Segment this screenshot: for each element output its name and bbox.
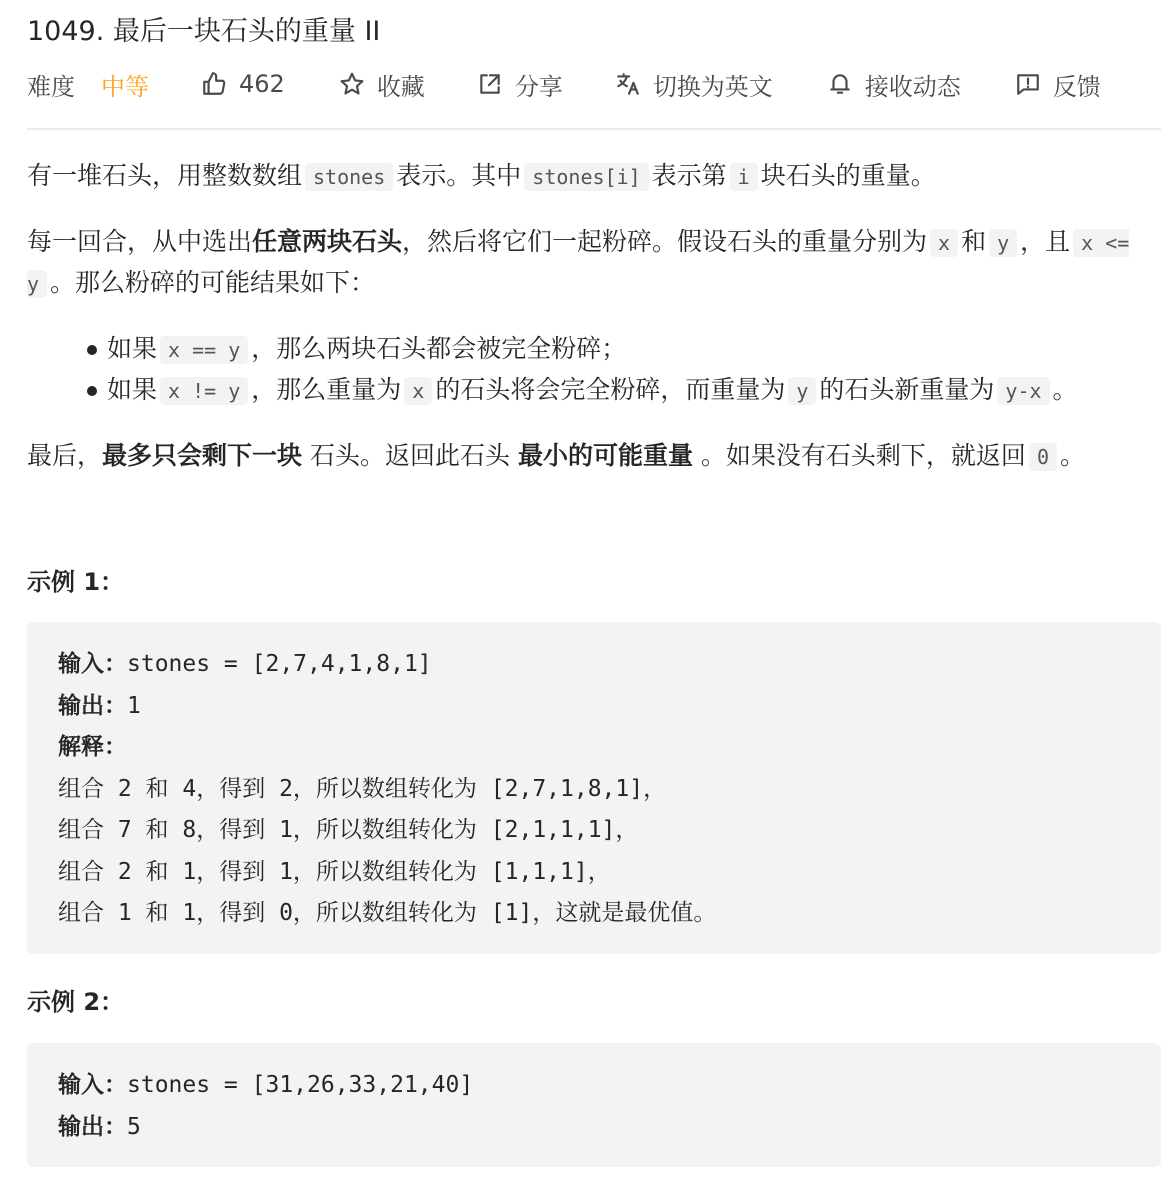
text-span: 。	[1052, 375, 1078, 404]
text-span: 。那么粉碎的可能结果如下：	[50, 268, 376, 297]
bold-text: 任意两块石头	[252, 227, 403, 256]
list-item	[107, 370, 1161, 411]
example-line	[58, 1107, 1161, 1149]
inline-code: y	[989, 229, 1017, 257]
example-line	[58, 810, 1161, 852]
example-line-text: 组合 7 和 8，得到 1，所以数组转化为 [2,1,1,1]，	[58, 817, 639, 843]
text-span: 石头。返回此石头	[309, 441, 510, 470]
inline-code: stones	[305, 163, 393, 191]
example-1-title: 示例 1：	[27, 568, 125, 596]
text-span: 每一回合，从中选出	[27, 227, 253, 256]
like-count: 462	[239, 70, 285, 98]
text-span: ，那么重量为	[251, 375, 402, 404]
switch-language-label: 切换为英文	[652, 72, 773, 101]
subscribe-label: 接收动态	[864, 72, 961, 101]
text-span: ，那么两块石头都会被完全粉碎；	[251, 334, 627, 363]
example-line	[58, 893, 1161, 935]
inline-code: 0	[1029, 443, 1057, 471]
star-icon	[339, 71, 365, 97]
thumbs-up-icon	[201, 71, 227, 97]
text-span: 表示第	[651, 161, 727, 190]
example-line-key: 输出：	[58, 1113, 127, 1140]
text-span: 如果	[107, 375, 158, 404]
text-span: 和	[961, 227, 987, 256]
difficulty	[27, 67, 149, 102]
inline-code: y-x	[997, 377, 1049, 405]
description-paragraph-2	[27, 222, 1161, 304]
text-span: 的石头将会完全粉碎，而重量为	[435, 375, 786, 404]
text-span: 如果	[107, 334, 158, 363]
inline-code: x <= y	[27, 231, 1130, 296]
problem-title: 1049. 最后一块石头的重量 II	[27, 16, 381, 47]
favorite-button[interactable]	[339, 67, 425, 102]
subscribe-button[interactable]	[827, 67, 961, 102]
example-line-text: 5	[127, 1113, 141, 1140]
description-paragraph-1	[27, 156, 1161, 197]
example-1-box	[27, 622, 1161, 954]
bell-icon	[827, 71, 853, 97]
inline-code: i	[730, 163, 758, 191]
list-item	[107, 329, 1161, 370]
difficulty-badge: 中等	[101, 72, 149, 101]
example-2-box	[27, 1043, 1161, 1167]
example-line	[58, 769, 1161, 811]
feedback-icon	[1015, 71, 1041, 97]
share-button[interactable]	[477, 67, 563, 102]
example-line-text: 组合 1 和 1，得到 0，所以数组转化为 [1]，这就是最优值。	[58, 900, 717, 926]
difficulty-label: 难度	[27, 72, 75, 101]
text-span: 有一堆石头，用整数数组	[27, 161, 303, 190]
inline-code: stones[i]	[524, 163, 648, 191]
text-span: 的石头新重量为	[819, 375, 995, 404]
text-span: 。如果没有石头剩下，就返回	[700, 441, 1026, 470]
share-label: 分享	[514, 72, 563, 101]
example-line-text: 组合 2 和 4，得到 2，所以数组转化为 [2,7,1,8,1]，	[58, 775, 667, 802]
example-line-text: stones = [31,26,33,21,40]	[127, 1072, 474, 1098]
example-line-key: 输入：	[58, 1072, 127, 1098]
example-line-key: 输入：	[58, 651, 127, 677]
feedback-label: 反馈	[1052, 72, 1101, 101]
feedback-button[interactable]	[1015, 67, 1101, 102]
text-span: 表示。其中	[396, 161, 522, 190]
problem-description	[27, 156, 1161, 477]
example-line	[58, 644, 1161, 686]
inline-code: x != y	[160, 377, 248, 405]
header-divider	[27, 128, 1161, 130]
text-span: 最后，	[27, 441, 103, 470]
example-line	[58, 852, 1161, 894]
example-line-text: 1	[127, 692, 141, 719]
switch-language-button[interactable]	[615, 67, 773, 102]
bold-text: 最小的可能重量	[517, 441, 693, 470]
example-line	[58, 686, 1161, 728]
text-span: ，然后将它们一起粉碎。假设石头的重量分别为	[402, 227, 928, 256]
inline-code: x == y	[160, 336, 248, 364]
example-line	[58, 727, 1161, 769]
favorite-label: 收藏	[376, 72, 425, 101]
problem-toolbar	[27, 66, 1101, 102]
like-button[interactable]	[201, 70, 285, 98]
text-span: ，且	[1020, 227, 1071, 256]
share-icon	[477, 71, 503, 97]
bold-text: 最多只会剩下一块	[102, 441, 303, 470]
example-line-key: 解释：	[58, 734, 127, 760]
description-paragraph-3	[27, 436, 1161, 477]
rules-list	[27, 329, 1161, 411]
translate-icon	[615, 71, 641, 97]
inline-code: y	[788, 377, 816, 405]
text-span: 块石头的重量。	[760, 161, 936, 190]
inline-code: x	[930, 229, 958, 257]
example-line-key: 输出：	[58, 692, 127, 719]
example-2-title: 示例 2：	[27, 988, 125, 1016]
example-line-text: stones = [2,7,4,1,8,1]	[127, 651, 432, 677]
text-span: 。	[1059, 441, 1085, 470]
inline-code: x	[404, 377, 432, 405]
example-line	[58, 1065, 1161, 1107]
example-line-text: 组合 2 和 1，得到 1，所以数组转化为 [1,1,1]，	[58, 858, 611, 885]
